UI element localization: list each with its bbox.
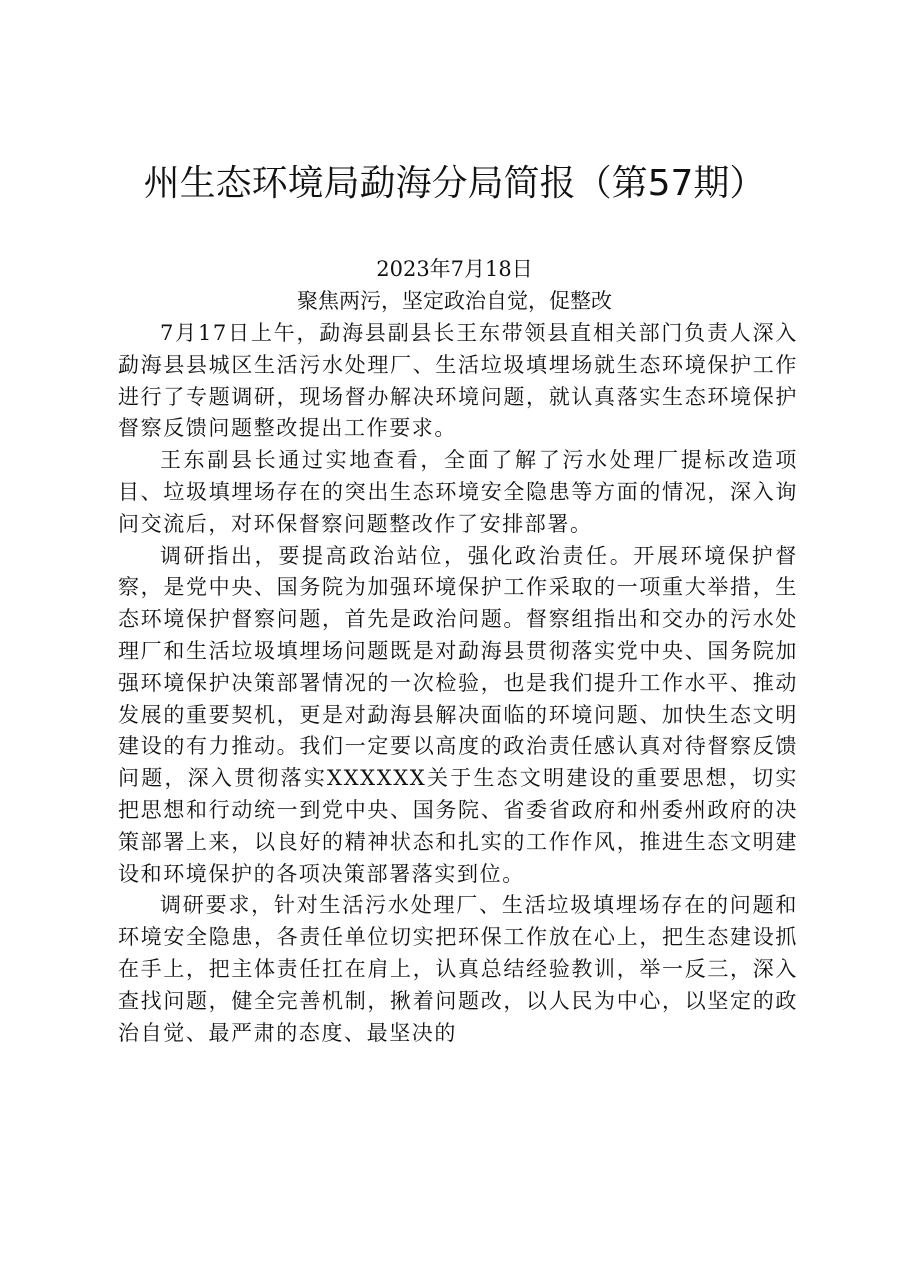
paragraph: 调研指出，要提高政治站位，强化政治责任。开展环境保护督察，是党中央、国务院为加强环境保护工作采取的一项重大举措，生态环境保护督察问题，首先是政治问题。督察组指出和交办的污水处理厂和生活垃圾填埋场问题既是对勐海县贯彻落实党中央、国务院加强环境保护决策部署情况的一次检验，也是我们提升工作水平、推动发展的重要契机，更是对勐海县解决面临的环境问题、加快生态文明建设的有力推动。我们一定要以高度的政治责任感认真对待督察反馈问题，深入贯彻落实XXXXXX关于生态文明建设的重要思想，切实把思想和行动统一到党中央、国务院、省委省政府和州委州政府的决策部署上来，以良好的精神状态和扎实的工作作风，推进生态文明建设和环境保护的各项决策部署落实到位。 — [118, 543, 798, 886]
paragraph: 7月17日上午，勐海县副县长王东带领县直相关部门负责人深入勐海县县城区生活污水处理厂、生活垃圾填埋场就生态环境保护工作进行了专题调研，现场督办解决环境问题，就认真落实生态环境保护督察反馈问题整改提出工作要求。 — [118, 321, 798, 441]
document-body — [118, 318, 798, 1049]
document-title: 州生态环境局勐海分局简报（第57期） — [143, 163, 766, 204]
paragraph: 王东副县长通过实地查看，全面了解了污水处理厂提标改造项目、垃圾填埋场存在的突出生态环境安全隐患等方面的情况，深入询问交流后，对环保督察问题整改作了安排部署。 — [118, 448, 798, 536]
paragraph: 调研要求，针对生活污水处理厂、生活垃圾填埋场存在的问题和环境安全隐患，各责任单位切实把环保工作放在心上，把生态建设抓在手上，把主体责任扛在肩上，认真总结经验教训，举一反三，深入查找问题，健全完善机制，揪着问题改，以人民为中心，以坚定的政治自觉、最严肃的态度、最坚决的 — [118, 893, 798, 1045]
document-date: 2023年7月18日 — [376, 257, 533, 281]
document-subtitle: 聚焦两污，坚定政治自觉，促整改 — [297, 289, 612, 313]
